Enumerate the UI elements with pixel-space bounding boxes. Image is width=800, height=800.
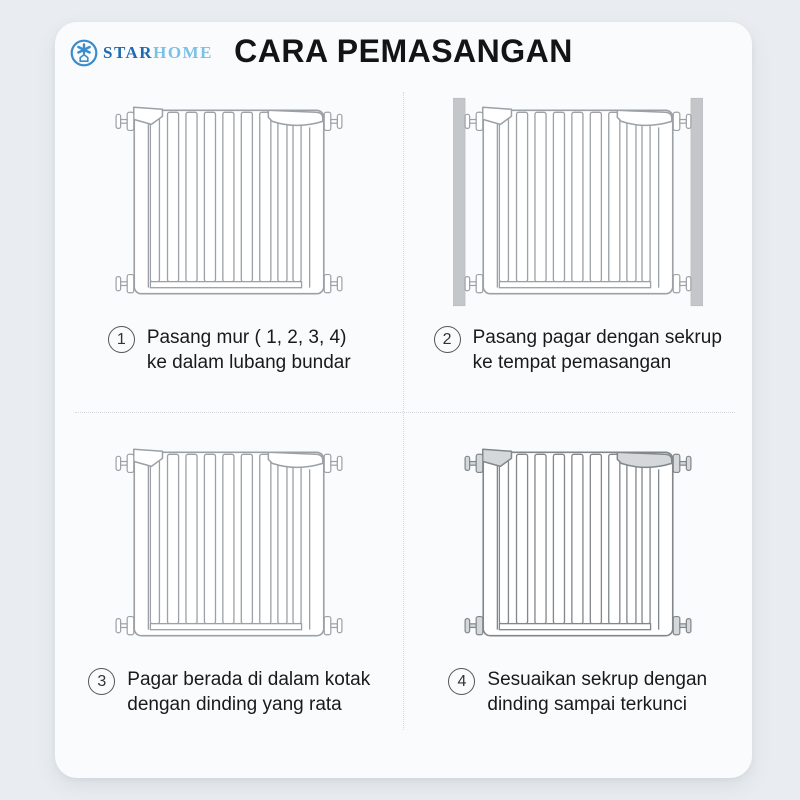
step-3-text — [127, 667, 370, 717]
step-4-line-2: dinding sampai terkunci — [487, 694, 688, 715]
step-3-line-1: Pagar berada di dalam kotak — [127, 669, 371, 690]
step-1-text — [147, 325, 351, 375]
step-3-line-2: dengan dinding yang rata — [127, 694, 342, 715]
step-2-panel — [404, 70, 753, 412]
steps-grid — [55, 70, 752, 754]
step-2-text — [473, 325, 722, 375]
gate-illustration-step-3 — [104, 438, 354, 655]
gate-illustration-step-1 — [104, 96, 354, 313]
brand-name-home: HOME — [153, 43, 213, 62]
brand-name-star: STAR — [103, 43, 154, 62]
step-4-line-1: Sesuaikan sekrup dengan — [487, 669, 708, 690]
gate-illustration-step-2 — [453, 96, 703, 313]
step-2-caption — [434, 325, 722, 375]
step-4-panel — [404, 412, 753, 754]
step-3-caption — [88, 667, 370, 717]
step-4-number-badge: 4 — [448, 668, 475, 695]
step-1-number-badge: 1 — [108, 326, 135, 353]
step-1-caption — [108, 325, 351, 375]
step-2-line-2: ke tempat pemasangan — [472, 352, 672, 373]
gate-illustration-step-4 — [453, 438, 703, 655]
page-title: CARA PEMASANGAN — [234, 33, 573, 69]
step-3-panel — [55, 412, 404, 754]
step-2-line-1: Pasang pagar dengan sekrup — [472, 327, 722, 348]
step-4-text — [487, 667, 707, 717]
step-1-line-2: ke dalam lubang bundar — [146, 352, 351, 373]
instruction-card — [55, 22, 752, 778]
step-1-line-1: Pasang mur ( 1, 2, 3, 4) — [146, 327, 347, 348]
step-1-panel — [55, 70, 404, 412]
step-4-caption — [448, 667, 707, 717]
step-3-number-badge: 3 — [88, 668, 115, 695]
step-2-number-badge: 2 — [434, 326, 461, 353]
